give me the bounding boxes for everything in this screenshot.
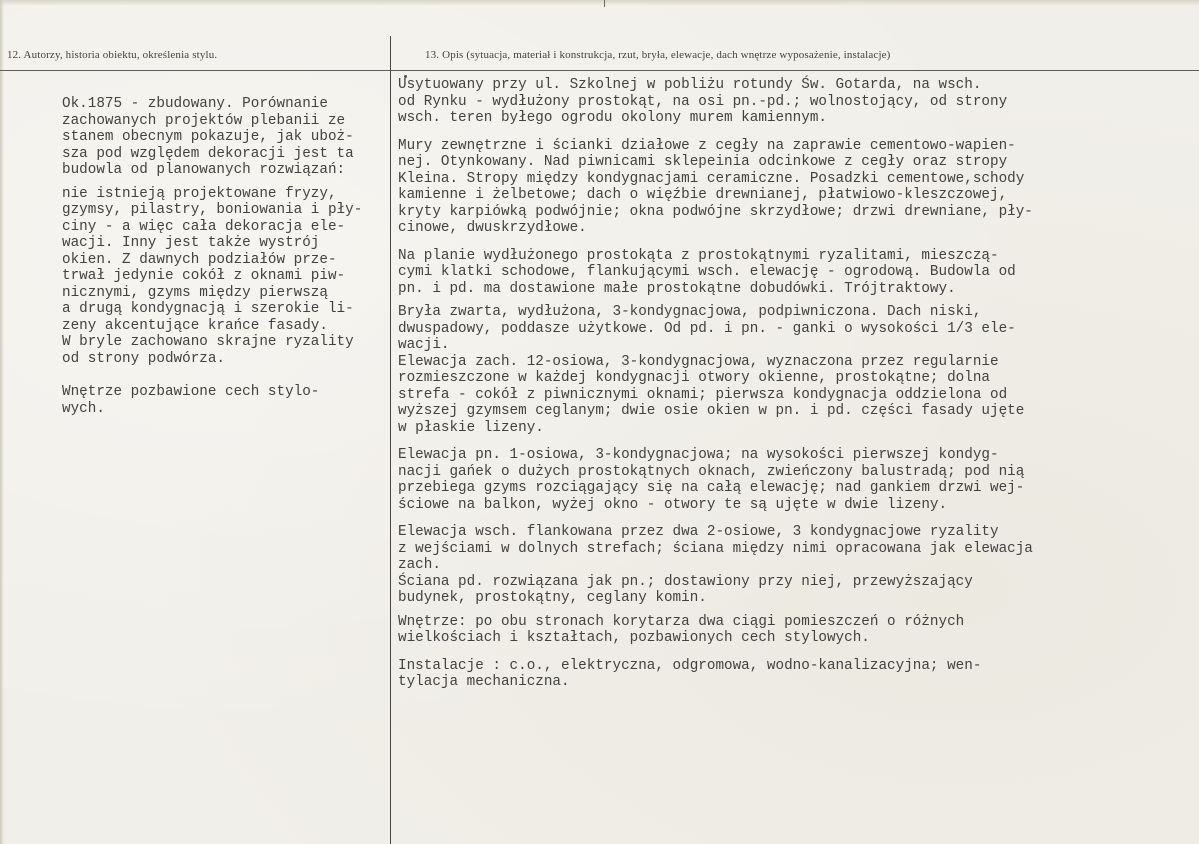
section-13-header: 13. Opis (sytuacja, materiał i konstrukcja, rzut, bryła, elewacje, dach wnętrze wyposażenie, instalacje) [425, 49, 891, 61]
paper-left-edge [0, 0, 4, 844]
description-north-elevation: Elewacja pn. 1-osiowa, 3-kondygnacjowa; na wysokości pierwszej kondyg- nacji gańek o dużych prostokątnych oknach, zwieńczony balustradą; pod nią przebiega gzyms rozciągający się na całą elewację; nad gankiem drzwi wej- ściowe na balkon, wyżej okno - otwory te są ujęte w dwie lizeny. [398, 447, 1025, 513]
history-paragraph-dating: Ok.1875 - zbudowany. Porównanie zachowanych projektów plebanii ze stanem obecnym pokazuje, jak uboż- sza pod względem dekoracji jest ta budowla od planowanych rozwiązań: [62, 96, 354, 178]
column-divider [390, 36, 391, 844]
description-column [398, 77, 1033, 691]
description-west-elevation: Elewacja zach. 12-osiowa, 3-kondygnacjowa, wyznaczona przez regularnie rozmieszczone w każdej kondygnacji otwory okienne, prostokątne; dolna strefa - cokół z piwnicznymi oknami; pierwsza kondygnacja oddzielona od wyższej gzymsem ceglanym; dwie osie okien w pn. i pd. części fasady ujęte w płaskie lizeny. [398, 353, 1025, 436]
description-east-elevation: Elewacja wsch. flankowana przez dwa 2-osiowe, 3 kondygnacjowe ryzality z wejściami w dolnych strefach; ściana między nimi opracowana jak elewacja zach. [398, 524, 1033, 573]
fold-tick-mark [604, 0, 605, 7]
description-massing: Bryła zwarta, wydłużona, 3-kondygnacjowa, podpiwniczona. Dach niski, dwuspadowy, poddasze użytkowe. Od pd. i pn. - ganki o wysokości 1/3 ele- wacji. [398, 304, 1016, 353]
description-materials: Mury zewnętrzne i ścianki działowe z cegły na zaprawie cementowo-wapien- nej. Otynkowany. Nad piwnicami sklepeinia odcinkowe z cegły oraz stropy Kleina. Stropy między kondygnacjami ceramiczne. Posadzki cementowe,schody kamienne i żelbetowe; dach o więźbie drewnianej, płatwiowo-kleszczowej, kryty karpiówką podwójnie; okna podwójne skrzydłowe; drzwi drewniane, pły- cinowe, dwuskrzydłowe. [398, 137, 1033, 236]
description-south-wall: Ściana pd. rozwiązana jak pn.; dostawiony przy niej, przewyższający budynek, prostokątny, ceglany komin. [398, 573, 973, 606]
history-column [62, 96, 362, 417]
header-rule [0, 70, 1199, 71]
history-paragraph-decoration: nie istnieją projektowane fryzy, gzymsy, pilastry, boniowania i pły- ciny - a więc cała dekoracja ele- wacji. Inny jest także wystrój okien. Z dawnych podziałów prze- trwał jedynie cokół z oknami piw- nicznymi, gzyms między pierwszą a drugą kondygnacją i szerokie li- zeny akcentujące krańce fasady. W bryle zachowano skrajne ryzality od strony podwórza. [62, 185, 363, 367]
paper-top-edge [0, 0, 1199, 6]
description-situation: Usytuowany przy ul. Szkolnej w pobliżu rotundy Św. Gotarda, na wsch. od Rynku - wydłużony prostokąt, na osi pn.-pd.; wolnostojący, od strony wsch. teren byłego ogrodu okolony murem kamiennym. [398, 77, 1008, 126]
description-interior: Wnętrze: po obu stronach korytarza dwa ciągi pomieszczeń o różnych wielkościach i kształtach, pozbawionych cech stylowych. [398, 613, 965, 646]
description-installations: Instalacje : c.o., elektryczna, odgromowa, wodno-kanalizacyjna; wen- tylacja mechaniczna. [398, 657, 982, 690]
history-paragraph-interior: Wnętrze pozbawione cech stylo- wych. [62, 384, 320, 417]
description-plan: Na planie wydłużonego prostokąta z prostokątnymi ryzalitami, mieszczą- cymi klatki schodowe, flankującymi wsch. elewację - ogrodową. Budowla od pn. i pd. ma dostawione małe prostokątne dobudówki. Trójtraktowy. [398, 247, 1016, 297]
section-12-header: 12. Autorzy, historia obiektu, określenia stylu. [7, 49, 218, 61]
